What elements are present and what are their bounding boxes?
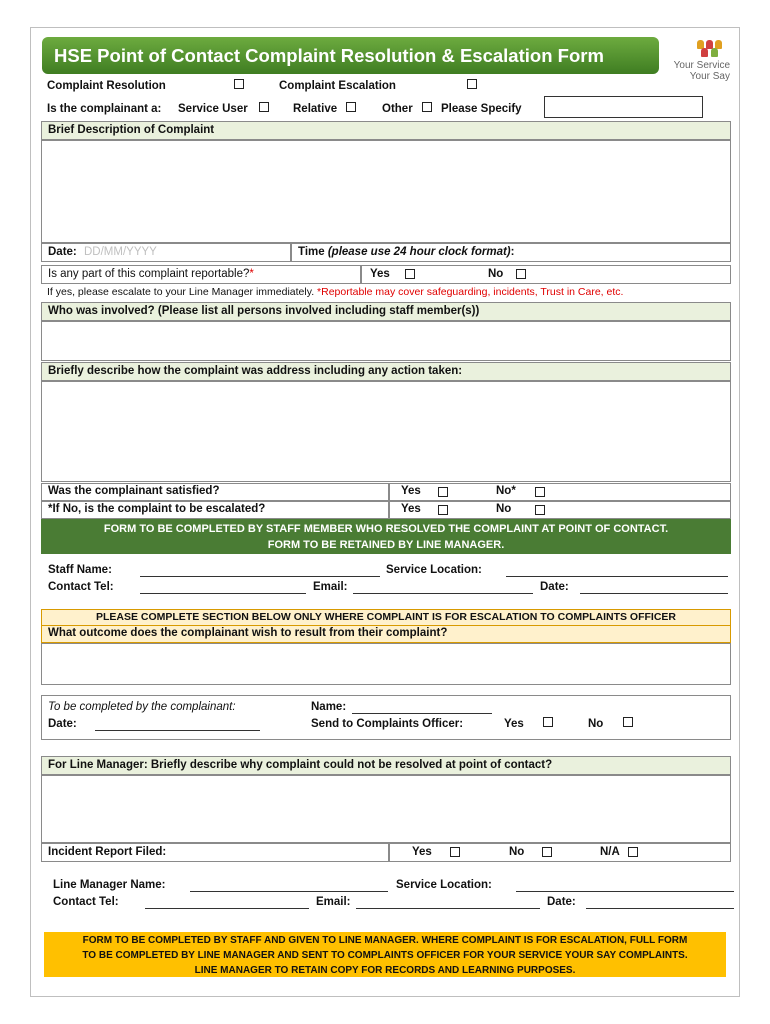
- date-placeholder: DD/MM/YYYY: [84, 246, 157, 258]
- incident-no-checkbox[interactable]: [542, 847, 552, 857]
- staff-banner: [41, 519, 731, 554]
- relative-checkbox[interactable]: [346, 102, 356, 112]
- manager-email-label: Email:: [316, 896, 351, 908]
- incident-report-cell: [41, 843, 389, 862]
- staff-name-line[interactable]: [140, 576, 380, 577]
- manager-name-label: Line Manager Name:: [53, 879, 166, 891]
- footer-notice: [44, 932, 726, 977]
- complaint-resolution-checkbox[interactable]: [234, 79, 244, 89]
- outcome-field[interactable]: [41, 643, 731, 685]
- incident-report-label: Incident Report Filed:: [48, 846, 167, 858]
- send-yes-checkbox[interactable]: [543, 717, 553, 727]
- form-title: HSE Point of Contact Complaint Resolution & Escalation Form: [42, 37, 659, 74]
- relative-label: Relative: [293, 103, 338, 115]
- involved-field[interactable]: [41, 321, 731, 361]
- email-line[interactable]: [353, 593, 533, 594]
- manager-email-line[interactable]: [356, 908, 540, 909]
- send-no-label: No: [588, 718, 604, 730]
- complainant-date-line[interactable]: [95, 730, 260, 731]
- brief-description-field[interactable]: [41, 140, 731, 243]
- time-cell[interactable]: [291, 243, 731, 262]
- manager-date-label: Date:: [547, 896, 576, 908]
- time-label: Time: [298, 246, 325, 258]
- footer-notice-line2: TO BE COMPLETED BY LINE MANAGER AND SENT TO COMPLAINTS OFFICER FOR YOUR SERVICE YOUR SAY COMPLAINTS.: [82, 950, 688, 961]
- escalate-question: *If No, is the complaint to be escalated?: [48, 503, 266, 515]
- service-user-label: Service User: [178, 103, 248, 115]
- outcome-question-bar: [41, 626, 731, 643]
- satisfied-yes-label: Yes: [401, 485, 421, 497]
- complaint-escalation-label: Complaint Escalation: [279, 80, 396, 92]
- involved-header: Who was involved? (Please list all persons involved including staff member(s)): [41, 302, 731, 321]
- reportable-asterisk: *: [249, 268, 254, 280]
- action-taken-header: Briefly describe how the complaint was address including any action taken:: [41, 362, 731, 381]
- service-location-line[interactable]: [506, 576, 728, 577]
- incident-no-label: No: [509, 846, 525, 858]
- contact-tel-line[interactable]: [140, 593, 306, 594]
- logo-text-line1: Your Service: [673, 60, 730, 71]
- reportable-note-text: If yes, please escalate to your Line Manager immediately.: [47, 286, 315, 298]
- complainant-type-question: Is the complainant a:: [47, 103, 162, 115]
- other-checkbox[interactable]: [422, 102, 432, 112]
- send-to-officer-label: Send to Complaints Officer:: [311, 718, 464, 730]
- brief-description-header: Brief Description of Complaint: [41, 121, 731, 140]
- escalation-banner: [41, 609, 731, 626]
- please-specify-label: Please Specify: [441, 103, 522, 115]
- escalation-banner-text: PLEASE COMPLETE SECTION BELOW ONLY WHERE COMPLAINT IS FOR ESCALATION TO COMPLAINTS OFFICER: [95, 611, 677, 623]
- incident-na-checkbox[interactable]: [628, 847, 638, 857]
- reportable-no-label: No: [488, 268, 504, 280]
- complaint-resolution-label: Complaint Resolution: [47, 80, 166, 92]
- reportable-yes-label: Yes: [370, 268, 390, 280]
- date-cell[interactable]: [41, 243, 291, 262]
- satisfied-no-label: No*: [496, 485, 516, 497]
- other-label: Other: [382, 103, 413, 115]
- service-user-checkbox[interactable]: [259, 102, 269, 112]
- footer-notice-line1: FORM TO BE COMPLETED BY STAFF AND GIVEN TO LINE MANAGER. WHERE COMPLAINT IS FOR ESCALATION, FULL FORM: [82, 935, 688, 946]
- outcome-question: What outcome does the complainant wish to result from their complaint?: [48, 627, 448, 639]
- date-label: Date:: [48, 246, 77, 258]
- service-location-label: Service Location:: [386, 564, 482, 576]
- line-manager-header: For Line Manager: Briefly describe why complaint could not be resolved at point of contact?: [41, 756, 731, 775]
- incident-yes-label: Yes: [412, 846, 432, 858]
- reportable-yes-checkbox[interactable]: [405, 269, 415, 279]
- staff-banner-line1: FORM TO BE COMPLETED BY STAFF MEMBER WHO RESOLVED THE COMPLAINT AT POINT OF CONTACT.: [103, 523, 669, 535]
- escalate-no-checkbox[interactable]: [535, 505, 545, 515]
- escalate-yes-label: Yes: [401, 503, 421, 515]
- manager-contact-tel-line[interactable]: [145, 908, 309, 909]
- date-line-staff[interactable]: [580, 593, 728, 594]
- manager-date-line[interactable]: [586, 908, 734, 909]
- reportable-question: Is any part of this complaint reportable?: [48, 268, 250, 280]
- complainant-name-label: Name:: [311, 701, 347, 713]
- satisfied-question-cell: [41, 483, 389, 501]
- send-yes-label: Yes: [504, 718, 524, 730]
- incident-yes-checkbox[interactable]: [450, 847, 460, 857]
- send-no-checkbox[interactable]: [623, 717, 633, 727]
- contact-tel-label: Contact Tel:: [48, 581, 114, 593]
- satisfied-answer-cell: [389, 483, 731, 501]
- escalate-no-label: No: [496, 503, 512, 515]
- action-taken-field[interactable]: [41, 381, 731, 482]
- manager-service-location-line[interactable]: [516, 891, 734, 892]
- incident-report-answer-cell: [389, 843, 731, 862]
- email-label: Email:: [313, 581, 348, 593]
- complainant-name-line[interactable]: [352, 713, 492, 714]
- time-colon: :: [510, 246, 515, 258]
- time-note: (please use 24 hour clock format): [327, 246, 511, 258]
- complaint-escalation-checkbox[interactable]: [467, 79, 477, 89]
- reportable-no-checkbox[interactable]: [516, 269, 526, 279]
- complainant-date-label: Date:: [48, 718, 77, 730]
- escalate-yes-checkbox[interactable]: [438, 505, 448, 515]
- reportable-note-red: *Reportable may cover safeguarding, incidents, Trust in Care, etc.: [317, 286, 624, 298]
- reportable-question-cell: [41, 265, 361, 284]
- complainant-completion-note: To be completed by the complainant:: [48, 701, 236, 713]
- staff-name-label: Staff Name:: [48, 564, 112, 576]
- logo-figure-icon: [711, 48, 718, 57]
- escalate-answer-cell: [389, 501, 731, 519]
- manager-contact-tel-label: Contact Tel:: [53, 896, 119, 908]
- manager-service-location-label: Service Location:: [396, 879, 492, 891]
- manager-name-line[interactable]: [190, 891, 388, 892]
- please-specify-input[interactable]: [544, 96, 703, 118]
- footer-notice-line3: LINE MANAGER TO RETAIN COPY FOR RECORDS AND LEARNING PURPOSES.: [194, 965, 576, 976]
- logo-text-line2: Your Say: [689, 71, 730, 82]
- escalate-question-cell: [41, 501, 389, 519]
- reportable-note: [47, 286, 623, 298]
- reportable-answer-cell: [361, 265, 731, 284]
- satisfied-yes-checkbox[interactable]: [438, 487, 448, 497]
- line-manager-reason-field[interactable]: [41, 775, 731, 843]
- staff-banner-line2: FORM TO BE RETAINED BY LINE MANAGER.: [267, 539, 505, 551]
- date-label-staff: Date:: [540, 581, 569, 593]
- incident-na-label: N/A: [600, 846, 620, 858]
- logo-figure-icon: [701, 48, 708, 57]
- satisfied-question: Was the complainant satisfied?: [48, 485, 220, 497]
- satisfied-no-checkbox[interactable]: [535, 487, 545, 497]
